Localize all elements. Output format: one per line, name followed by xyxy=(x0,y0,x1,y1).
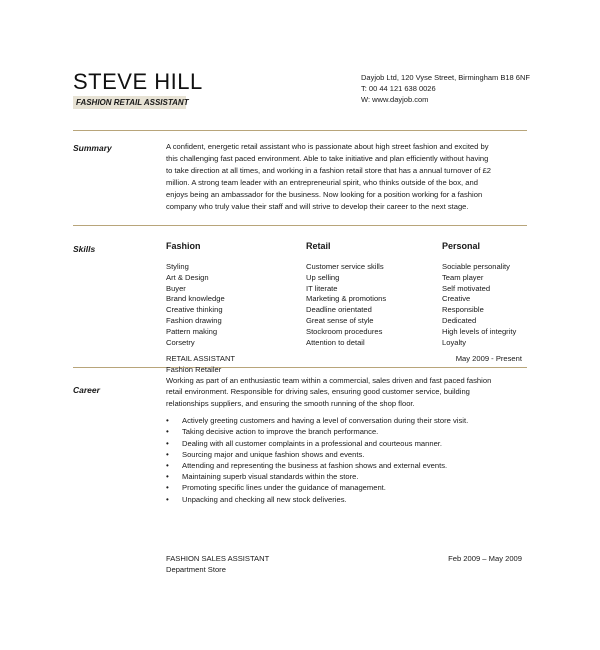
skill-item: Stockroom procedures xyxy=(306,326,383,336)
job-description xyxy=(166,375,522,409)
bullet-icon: • xyxy=(166,427,169,437)
career-label: Career xyxy=(73,385,100,395)
skill-item: High levels of integrity xyxy=(442,326,517,336)
skill-item: Buyer xyxy=(166,283,186,293)
skill-item: IT literate xyxy=(306,283,338,293)
skill-item: Styling xyxy=(166,262,189,271)
list-item xyxy=(166,415,522,426)
skill-item: Deadline orientated xyxy=(306,305,372,315)
summary-line: this challenging fast paced environment. Able to take initiative and plan efficiently without having xyxy=(166,154,489,163)
summary-line: to take direction at all times, and working in a fashion retail store that has a annual turnover of £2 xyxy=(166,166,492,175)
contact-phone: T: 00 44 121 638 0026 xyxy=(361,84,436,93)
list-item-text: Actively greeting customers and having a level of conversation during their store visit. xyxy=(182,416,469,426)
summary-text xyxy=(166,141,526,213)
job-1-body xyxy=(166,353,522,364)
skill-item: Corsetry xyxy=(166,337,195,347)
list-item-text: Dealing with all customer complaints in a professional and courteous manner. xyxy=(182,438,443,448)
list-item xyxy=(166,460,522,471)
job-header xyxy=(166,553,522,564)
skill-item: Art & Design xyxy=(166,272,209,282)
description-line: Working as part of an enthusiastic team within a commercial, sales driven and fast paced fashion xyxy=(166,376,492,385)
summary-label: Summary xyxy=(73,143,112,153)
job-responsibilities xyxy=(166,415,522,505)
skill-item: Fashion drawing xyxy=(166,315,222,325)
job-entry-fashion-sales-assistant xyxy=(166,553,522,575)
list-item xyxy=(166,426,522,437)
bullet-icon: • xyxy=(166,472,169,482)
skill-item: Pattern making xyxy=(166,326,218,336)
job-company: Fashion Retailer xyxy=(166,365,222,374)
candidate-name: STEVE HILL xyxy=(73,69,203,94)
divider-summary xyxy=(73,225,527,226)
job-title: RETAIL ASSISTANT xyxy=(166,354,236,363)
list-item xyxy=(166,438,522,449)
list-item-text: Taking decisive action to improve the branch performance. xyxy=(182,427,379,437)
skill-item: Creative xyxy=(442,294,471,304)
skill-item: Responsible xyxy=(442,305,484,315)
divider-header xyxy=(73,130,527,131)
bullet-icon: • xyxy=(166,483,169,493)
contact-block xyxy=(361,72,530,105)
skill-item: Dedicated xyxy=(442,315,477,325)
job-company: Department Store xyxy=(166,565,226,574)
skills-heading: Fashion xyxy=(166,241,201,251)
skill-item: Great sense of style xyxy=(306,315,374,325)
skills-heading: Personal xyxy=(442,241,481,251)
bullet-icon: • xyxy=(166,449,169,459)
skill-item: Loyalty xyxy=(442,337,467,347)
bullet-icon: • xyxy=(166,416,169,426)
skills-column-personal xyxy=(442,241,516,348)
skill-item: Attention to detail xyxy=(306,337,365,347)
skill-item: Brand knowledge xyxy=(166,294,225,304)
list-item-text: Promoting specific lines under the guidance of management. xyxy=(182,483,386,493)
summary-line: A confident, energetic retail assistant who is passionate about high street fashion and excited by xyxy=(166,142,489,151)
skill-item: Marketing & promotions xyxy=(306,294,387,304)
skill-item: Sociable personality xyxy=(442,262,510,271)
list-item xyxy=(166,471,522,482)
list-item-text: Sourcing major and unique fashion shows and events. xyxy=(182,449,365,459)
bullet-icon: • xyxy=(166,494,169,504)
list-item-text: Attending and representing the business at fashion shows and external events. xyxy=(182,461,448,471)
contact-address: Dayjob Ltd, 120 Vyse Street, Birmingham B18 6NF xyxy=(361,73,530,82)
summary-line: million. A strong team leader with an entrepreneurial spirit, who thinks outside of the box, and xyxy=(166,178,478,187)
job-1-details xyxy=(166,364,522,505)
description-line: relationships suppliers, and ensuring the smooth running of the shop floor. xyxy=(166,398,415,408)
skill-item: Creative thinking xyxy=(166,305,223,315)
candidate-role: FASHION RETAIL ASSISTANT xyxy=(73,96,186,109)
description-line: retail environment. Responsible for driving sales, ensuring good customer service, building xyxy=(166,387,470,397)
bullet-icon: • xyxy=(166,461,169,471)
spacer xyxy=(166,353,522,364)
skill-item: Self motivated xyxy=(442,283,491,293)
list-item xyxy=(166,449,522,460)
summary-line: company who truly value their staff and will strive to develop their career to the next stage. xyxy=(166,202,469,211)
job-title: FASHION SALES ASSISTANT xyxy=(166,554,270,563)
skills-column-fashion xyxy=(166,241,225,348)
job-dates: May 2009 - Present xyxy=(455,354,522,363)
summary-line: enjoys being an ambassador for the business. Now looking for a position working for a fashion xyxy=(166,190,483,199)
skills-column-retail xyxy=(306,241,386,348)
list-item-text: Unpacking and checking all new stock deliveries. xyxy=(182,494,347,504)
list-item xyxy=(166,494,522,505)
list-item-text: Maintaining superb visual standards within the store. xyxy=(182,472,359,482)
skill-item: Customer service skills xyxy=(306,262,384,271)
skills-label: Skills xyxy=(73,244,96,254)
skill-item: Up selling xyxy=(306,272,340,282)
skill-item: Team player xyxy=(442,272,484,282)
skills-heading: Retail xyxy=(306,241,331,251)
list-item xyxy=(166,482,522,493)
job-dates: Feb 2009 – May 2009 xyxy=(448,554,522,563)
contact-website: W: www.dayjob.com xyxy=(361,95,429,104)
bullet-icon: • xyxy=(166,438,169,448)
